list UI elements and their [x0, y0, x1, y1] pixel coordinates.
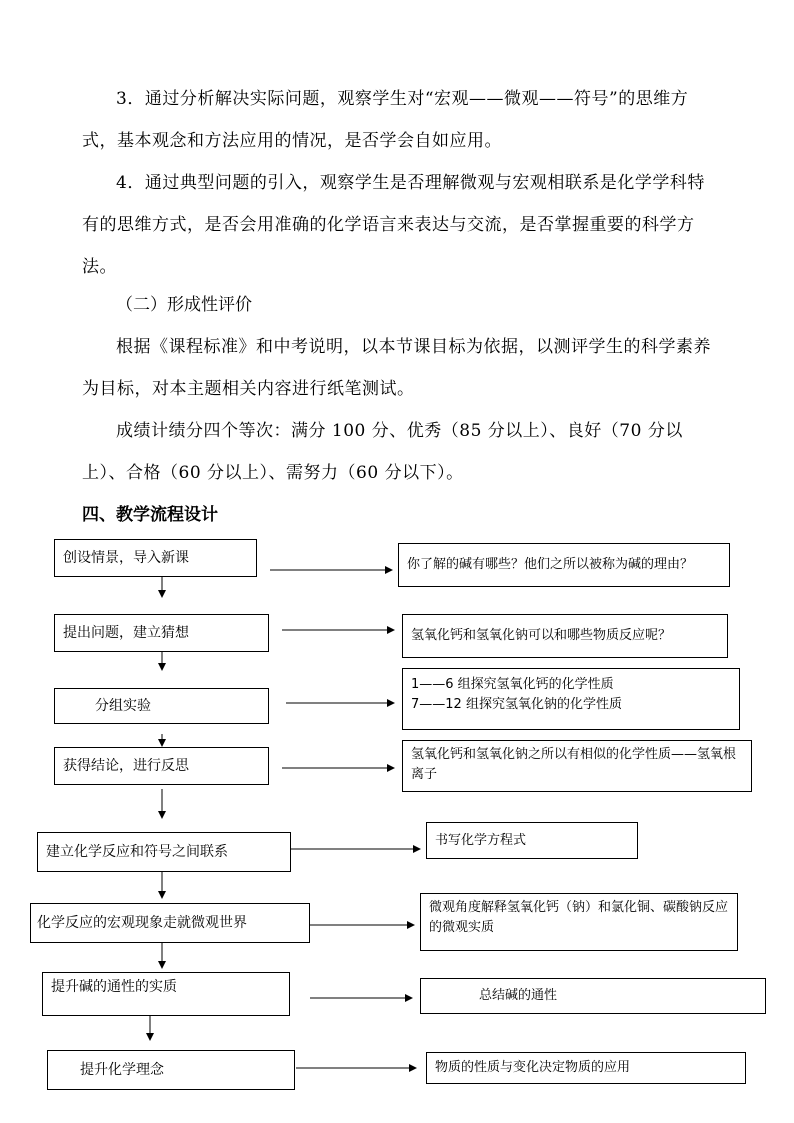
flow-note-7: 总结碱的通性 [420, 978, 766, 1014]
flow-step-7: 提升碱的通性的实质 [42, 972, 290, 1016]
paragraph-5: 根据《课程标准》和中考说明，以本节课目标为依据，以测评学生的科学素养为目标，对本主题相关内容进行纸笔测试。 [82, 337, 711, 399]
flow-note-2: 氢氧化钙和氢氧化钠可以和哪些物质反应呢？ [402, 614, 728, 658]
flow-note-3 [402, 668, 740, 730]
flow-step-8: 提升化学理念 [47, 1050, 295, 1090]
flow-note-3-line-2: 7——12 组探究氢氧化钠的化学性质 [411, 697, 622, 712]
section-2-title: （二）形成性评价 [116, 295, 252, 315]
paragraph-4: 4．通过典型问题的引入，观察学生是否理解微观与宏观相联系是化学学科特有的思维方式，是否会用准确的化学语言来表达与交流，是否掌握重要的科学方法。 [82, 173, 705, 277]
paragraph-3: 3．通过分析解决实际问题，观察学生对“宏观——微观——符号”的思维方式，基本观念和方法应用的情况，是否学会自如应用。 [82, 89, 689, 151]
section-4-heading: 四、教学流程设计 [82, 505, 218, 525]
flow-note-4: 氢氧化钙和氢氧化钠之所以有相似的化学性质——氢氧根离子 [402, 740, 752, 792]
flow-step-3: 分组实验 [54, 688, 269, 724]
flow-step-1: 创设情景，导入新课 [54, 539, 257, 577]
flow-note-8: 物质的性质与变化决定物质的应用 [426, 1052, 746, 1084]
flow-note-5: 书写化学方程式 [426, 822, 638, 859]
flow-note-1: 你了解的碱有哪些？他们之所以被称为碱的理由？ [398, 543, 730, 587]
paragraph-6: 成绩计绩分四个等次：满分 100 分、优秀（85 分以上）、良好（70 分以上）、合格（60 分以上）、需努力（60 分以下）。 [82, 421, 683, 483]
flow-step-5: 建立化学反应和符号之间联系 [37, 832, 291, 872]
flow-note-6: 微观角度解释氢氧化钙（钠）和氯化铜、碳酸钠反应的微观实质 [420, 893, 738, 951]
flow-step-2: 提出问题，建立猜想 [54, 614, 269, 652]
flow-note-3-line-1: 1——6 组探究氢氧化钙的化学性质 [411, 677, 614, 692]
flow-step-4: 获得结论，进行反思 [54, 747, 269, 785]
flow-step-6: 化学反应的宏观现象走就微观世界 [30, 903, 310, 943]
